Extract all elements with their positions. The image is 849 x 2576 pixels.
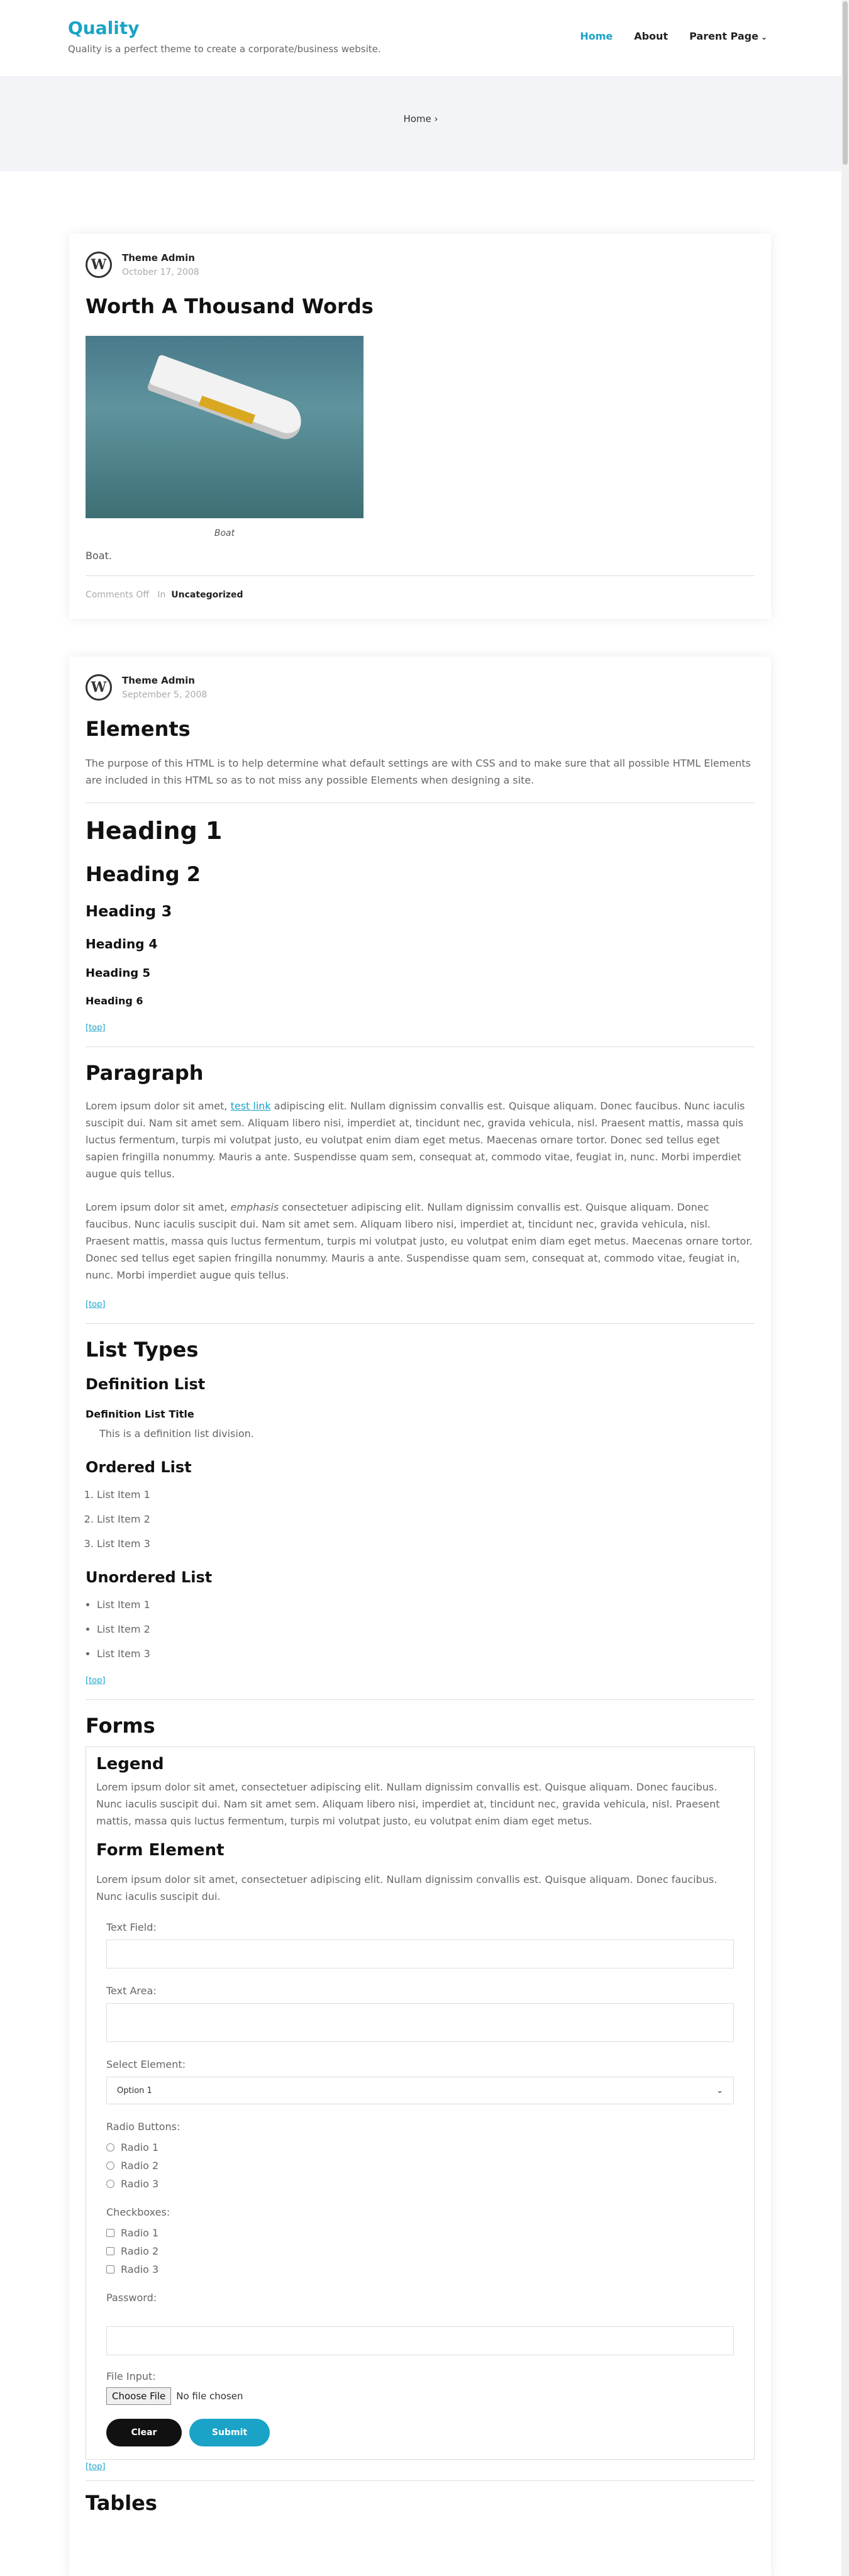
post-author-row — [86, 252, 755, 278]
list-item: • List Item 2 — [97, 1623, 755, 1635]
radio-button[interactable] — [106, 2180, 114, 2188]
list-item: 3. List Item 3 — [97, 1538, 755, 1550]
breadcrumb — [0, 113, 841, 125]
file-status: No file chosen — [176, 2390, 243, 2402]
legend-text: Lorem ipsum dolor sit amet, consectetuer adipiscing elit. Nullam dignissim convallis est. Quisque aliquam. Donec faucibus. Nunc iaculis suscipit dui. Nam sit amet sem. Aliquam libero nisi, imperdiet at, tincidunt nec, gravida vehicula, nisl. Praesent mattis, massa quis luctus fermentum, turpis mi volutpat justo, eu volutpat enim diam eget metus. — [96, 1781, 720, 1827]
ordered-list — [97, 1489, 755, 1550]
file-input — [106, 2387, 734, 2405]
file-input-label: File Input: — [106, 2370, 156, 2382]
submit-button[interactable]: Submit — [189, 2419, 270, 2446]
list-item: • List Item 1 — [97, 1599, 755, 1611]
checkbox-option[interactable] — [106, 2245, 744, 2257]
top-link[interactable]: [top] — [86, 1676, 106, 1685]
text-field-input[interactable] — [106, 1940, 734, 1968]
checkbox-option[interactable] — [106, 2263, 744, 2275]
site-title[interactable]: Quality — [68, 18, 140, 38]
post-date[interactable]: October 17, 2008 — [122, 267, 199, 277]
emphasis-text: emphasis — [230, 1201, 279, 1213]
chevron-down-icon: ⌄ — [716, 2085, 723, 2096]
definition-description: This is a definition list division. — [99, 1428, 254, 1440]
nav-item-home[interactable]: Home — [580, 30, 613, 42]
top-link[interactable]: [top] — [86, 1300, 106, 1309]
heading-4: Heading 4 — [86, 936, 158, 952]
form-buttons — [106, 2419, 734, 2446]
radio-label: Radio 1 — [121, 2141, 159, 2153]
checkbox-option[interactable] — [106, 2227, 744, 2239]
choose-file-button[interactable]: Choose File — [106, 2387, 171, 2405]
nav-item-parent-page-label: Parent Page — [689, 30, 758, 42]
wordpress-avatar-icon: W — [86, 674, 112, 701]
unordered-list — [97, 1599, 755, 1660]
heading-3: Heading 3 — [86, 902, 172, 920]
divider — [86, 802, 755, 803]
image-caption: Boat — [214, 528, 235, 538]
checkbox[interactable] — [106, 2265, 114, 2273]
radio-buttons-label: Radio Buttons: — [106, 2121, 180, 2133]
radio-option[interactable] — [106, 2178, 744, 2190]
text-area-input[interactable] — [106, 2003, 734, 2042]
paragraph-1 — [86, 1097, 755, 1182]
comments-status: Comments Off — [86, 590, 150, 600]
checkbox-label: Radio 1 — [121, 2227, 159, 2239]
password-label: Password: — [106, 2292, 157, 2304]
radio-option[interactable] — [106, 2141, 744, 2153]
brand — [68, 18, 381, 55]
heading-5: Heading 5 — [86, 967, 150, 980]
top-link[interactable]: [top] — [86, 1023, 106, 1033]
nav-item-about[interactable]: About — [634, 30, 669, 42]
radio-button[interactable] — [106, 2143, 114, 2151]
post-card-2 — [69, 657, 771, 2576]
select-value: Option 1 — [117, 2085, 152, 2096]
category-link[interactable]: Uncategorized — [171, 590, 243, 600]
checkboxes-label: Checkboxes: — [106, 2206, 170, 2218]
boat-image[interactable] — [86, 336, 363, 518]
text-field-label: Text Field: — [106, 1921, 157, 1933]
checkbox-group — [96, 2227, 744, 2275]
heading-6: Heading 6 — [86, 995, 143, 1007]
nav-item-parent-page[interactable] — [689, 30, 767, 42]
radio-group — [96, 2141, 744, 2190]
list-item: 1. List Item 1 — [97, 1489, 755, 1501]
post-author[interactable]: Theme Admin — [122, 675, 195, 686]
post-date[interactable]: September 5, 2008 — [122, 690, 208, 700]
main-nav — [580, 30, 767, 42]
forms-title: Forms — [86, 1714, 155, 1738]
form-fieldset — [86, 1746, 755, 2460]
paragraph-2 — [86, 1199, 755, 1284]
fieldset-legend: Legend — [96, 1755, 164, 1774]
checkbox-label: Radio 2 — [121, 2245, 159, 2257]
clear-button[interactable]: Clear — [106, 2419, 182, 2446]
post-meta — [86, 590, 755, 600]
heading-1: Heading 1 — [86, 817, 223, 845]
post-title[interactable]: Elements — [86, 717, 191, 741]
definition-term: Definition List Title — [86, 1408, 194, 1420]
divider — [86, 1046, 755, 1047]
radio-label: Radio 3 — [121, 2178, 159, 2190]
paragraph-2-end: consectetuer adipiscing elit. Nullam dignissim convallis est. Quisque aliquam. Donec faucibus. Nunc iaculis suscipit dui. Nam sit amet sem. Aliquam libero nisi, imperdiet at, tincidunt nec, gravida vehicula, nisl. Praesent mattis, massa quis luctus fermentum, turpis mi volutpat justo, eu volutpat enim diam eget metus. Maecenas ornare tortor. Donec sed tellus eget sapien fringilla nonummy. Mauris a ante. Suspendisse quam sem, consequat at, commodo vitae, feugiat in, nunc. Morbi imperdiet augue quis tellus. — [86, 1201, 753, 1281]
form-text: Lorem ipsum dolor sit amet, consectetuer adipiscing elit. Nullam dignissim convallis est. Quisque aliquam. Donec faucibus. Nunc iaculis suscipit dui. — [96, 1874, 718, 1902]
breadcrumb-home[interactable]: Home — [403, 113, 431, 125]
site-header — [0, 0, 849, 77]
page-banner — [0, 77, 841, 171]
heading-2: Heading 2 — [86, 862, 201, 886]
paragraph-section-title: Paragraph — [86, 1061, 204, 1085]
checkbox[interactable] — [106, 2247, 114, 2255]
paragraph-1-start: Lorem ipsum dolor sit amet, — [86, 1100, 231, 1112]
text-area-label: Text Area: — [106, 1985, 157, 1997]
tables-title: Tables — [86, 2491, 157, 2515]
divider — [86, 1323, 755, 1324]
post-excerpt: Boat. — [86, 550, 112, 562]
wordpress-avatar-icon: W — [86, 252, 112, 278]
divider — [86, 575, 755, 576]
select-element[interactable] — [106, 2077, 734, 2104]
paragraph-2-start: Lorem ipsum dolor sit amet, — [86, 1201, 231, 1213]
radio-label: Radio 2 — [121, 2160, 159, 2172]
password-input[interactable] — [106, 2326, 734, 2355]
radio-button[interactable] — [106, 2162, 114, 2170]
chevron-down-icon: ⌄ — [760, 33, 767, 42]
top-link[interactable]: [top] — [86, 2462, 106, 2472]
intro-paragraph: The purpose of this HTML is to help determine what default settings are with CSS and to make sure that all possible HTML Elements are included in this HTML so as to not miss any possible Elements when designing a site. — [86, 757, 751, 786]
checkbox[interactable] — [106, 2229, 114, 2237]
select-label: Select Element: — [106, 2058, 186, 2070]
definition-list-title: Definition List — [86, 1375, 206, 1393]
list-types-title: List Types — [86, 1338, 199, 1362]
post-author-row — [86, 674, 755, 701]
list-item: 2. List Item 2 — [97, 1513, 755, 1525]
post-title[interactable]: Worth A Thousand Words — [86, 294, 374, 318]
divider — [86, 2480, 755, 2481]
radio-option[interactable] — [106, 2160, 744, 2172]
checkbox-label: Radio 3 — [121, 2263, 159, 2275]
chevron-right-icon: › — [434, 113, 438, 125]
paragraph-1-end: adipiscing elit. Nullam dignissim convallis est. Quisque aliquam. Donec faucibus. Nunc iaculis suscipit dui. Nam sit amet sem. Aliquam libero nisi, imperdiet at, tincidunt nec, gravida vehicula, nisl. Praesent mattis, massa quis luctus fermentum, turpis mi volutpat justo, eu volutpat enim diam eget metus. Maecenas ornare tortor. Donec sed tellus eget sapien fringilla nonummy. Mauris a ante. Suspendisse quam sem, consequat at, commodo vitae, feugiat in, nunc. Morbi imperdiet augue quis tellus. — [86, 1100, 745, 1180]
in-label: In — [157, 590, 166, 600]
list-item: • List Item 3 — [97, 1648, 755, 1660]
unordered-list-title: Unordered List — [86, 1568, 213, 1586]
site-tagline: Quality is a perfect theme to create a corporate/business website. — [68, 43, 381, 55]
post-author[interactable]: Theme Admin — [122, 252, 195, 264]
test-link[interactable]: test link — [230, 1100, 271, 1112]
post-card-1 — [69, 234, 771, 619]
form-element-title: Form Element — [96, 1841, 225, 1860]
divider — [86, 1699, 755, 1700]
boat-shape — [147, 354, 307, 443]
scrollbar[interactable] — [841, 0, 849, 2576]
ordered-list-title: Ordered List — [86, 1458, 192, 1476]
scrollbar-thumb[interactable] — [843, 1, 848, 165]
